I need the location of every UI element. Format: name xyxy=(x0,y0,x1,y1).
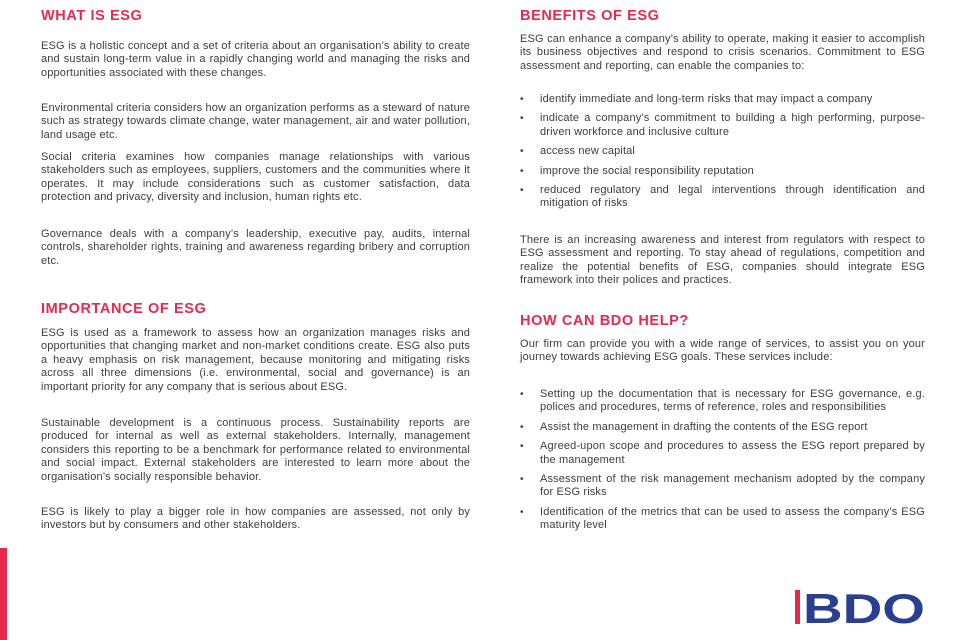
bullet-icon: • xyxy=(520,506,524,518)
bullet-icon: • xyxy=(520,421,524,433)
bdo-help-intro: Our firm can provide you with a wide range of services, to assist you on your journey towards achieving ESG goals. These services include: xyxy=(520,338,925,364)
list-item: • Assist the management in drafting the contents of the ESG report xyxy=(520,420,868,433)
what-is-esg-paragraph-2: Environmental criteria considers how an organization performs as a steward of nature such as strategy towards climate change, water management, air and water pollution, land usage etc. xyxy=(41,102,470,141)
benefits-outro: There is an increasing awareness and interest from regulators with respect to ESG assessment and reporting. To stay ahead of regulations, competition and realize the potential benefits of ESG, companies should integrate ESG framework into their polices and practices. xyxy=(520,234,925,287)
list-item: • indicate a company’s commitment to building a high performing, purpose-driven workforce and inclusive culture xyxy=(520,112,925,138)
bullet-icon: • xyxy=(520,113,524,125)
bullet-icon: • xyxy=(520,94,524,105)
what-is-esg-paragraph-3: Social criteria examines how companies manage relationships with various stakeholders such as employees, suppliers, customers and the communities where it operates. It may include considerations such as customer satisfaction, data protection and privacy, diversity and inclusion, human rights etc. xyxy=(41,151,470,204)
importance-paragraph-2: Sustainable development is a continuous process. Sustainability reports are produced for internal as well as external stakeholders. Internally, management considers this reporting to be a benchmark for performance related to environmental and social impact. External stakeholders are interested to learn more about the organisation’s socially responsible behavior. xyxy=(41,417,470,483)
bullet-icon: • xyxy=(520,146,524,158)
bullet-icon: • xyxy=(520,165,524,177)
red-accent-bar xyxy=(0,548,7,640)
bullet-icon: • xyxy=(520,441,524,453)
importance-of-esg-heading: IMPORTANCE OF ESG xyxy=(41,301,207,317)
list-item: • Assessment of the risk management mechanism adopted by the company for ESG risks xyxy=(520,473,925,499)
importance-paragraph-3: ESG is likely to play a bigger role in how companies are assessed, not only by investors but by consumers and other stakeholders. xyxy=(41,506,470,532)
bullet-icon: • xyxy=(520,389,524,400)
benefits-list xyxy=(520,93,925,211)
bdo-logo xyxy=(795,587,927,627)
bdo-logo-text: BDO xyxy=(803,587,925,627)
what-is-esg-heading: WHAT IS ESG xyxy=(41,8,143,24)
bdo-help-list xyxy=(520,388,925,533)
what-is-esg-paragraph-1: ESG is a holistic concept and a set of criteria about an organisation’s ability to create and sustain long-term value in a rapidly changing world and managing the risks and opportunities associated with these changes. xyxy=(41,40,470,79)
list-item: • Identification of the metrics that can be used to assess the company’s ESG maturity level xyxy=(520,505,925,532)
bullet-icon: • xyxy=(520,474,524,486)
list-item: • reduced regulatory and legal interventions through identification and mitigation of risks xyxy=(520,184,925,210)
list-item: • access new capital xyxy=(520,145,636,158)
bullet-icon: • xyxy=(520,185,524,197)
how-can-bdo-help-heading: HOW CAN BDO HELP? xyxy=(520,313,689,329)
importance-paragraph-1: ESG is used as a framework to assess how an organization manages risks and opportunities that changing market and non-market conditions create. ESG also puts a heavy emphasis on risk management, because monitoring and mitigating risks across all three dimensions (i.e. environmental, social and governance) is an important priority for any company that is serious about ESG. xyxy=(41,327,470,393)
benefits-intro: ESG can enhance a company’s ability to operate, making it easier to accomplish its business objectives and respond to crisis scenarios. Commitment to ESG assessment and reporting, can enable the companies to: xyxy=(520,33,925,72)
benefits-of-esg-heading: BENEFITS OF ESG xyxy=(520,8,660,24)
list-item: • Agreed-upon scope and procedures to assess the ESG report prepared by the management xyxy=(520,440,925,466)
list-item: • Setting up the documentation that is necessary for ESG governance, e.g. polices and procedures, terms of reference, roles and responsibilities xyxy=(520,388,925,414)
bdo-logo-red-bar xyxy=(795,590,800,624)
what-is-esg-paragraph-4: Governance deals with a company’s leadership, executive pay, audits, internal controls, shareholder rights, training and awareness regarding bribery and corruption etc. xyxy=(41,228,470,267)
list-item: • identify immediate and long-term risks that may impact a company xyxy=(520,93,873,105)
list-item: • improve the social responsibility reputation xyxy=(520,164,754,177)
